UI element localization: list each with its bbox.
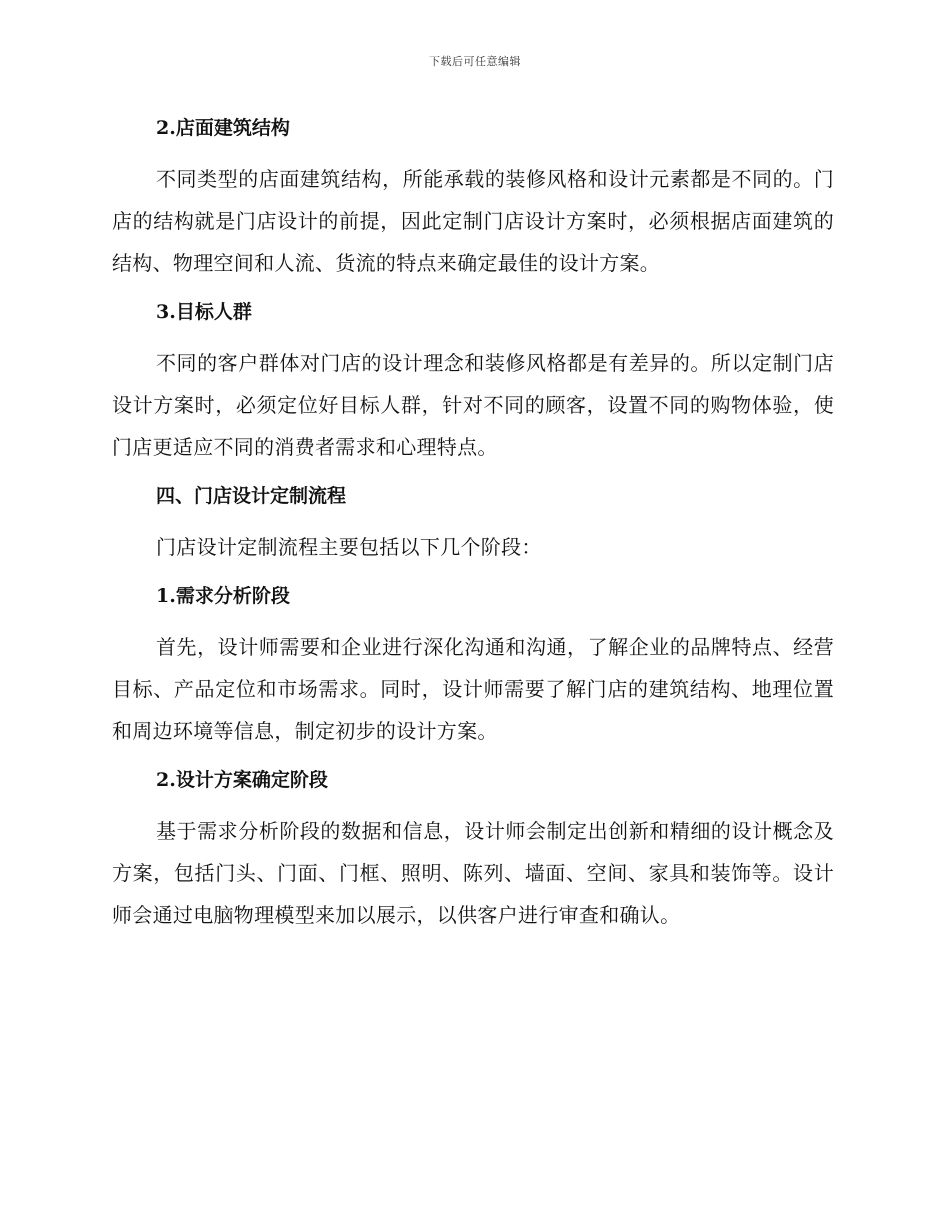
- document-body: [112, 108, 834, 936]
- section-heading-customization-process: 四、门店设计定制流程: [156, 485, 347, 507]
- section-paragraph-building-structure: 不同类型的店面建筑结构，所能承载的装修风格和设计元素都是不同的。门店的结构就是门店设计的前提，因此定制门店设计方案时，必须根据店面建筑的结构、物理空间和人流、货流的特点来确定最佳的设计方案。: [112, 167, 834, 275]
- section-heading-requirements-analysis: 1.需求分析阶段: [156, 585, 290, 607]
- section-heading-building-structure: 2.店面建筑结构: [156, 117, 290, 139]
- section-paragraph-customization-process: 门店设计定制流程主要包括以下几个阶段：: [156, 535, 542, 559]
- page-header: 下载后可任意编辑: [429, 55, 521, 68]
- section-paragraph-design-confirmation: 基于需求分析阶段的数据和信息，设计师会制定出创新和精细的设计概念及方案，包括门头、门面、门框、照明、陈列、墙面、空间、家具和装饰等。设计师会通过电脑物理模型来加以展示，以供客户进行审查和确认。: [112, 819, 834, 927]
- section-heading-design-confirmation: 2.设计方案确定阶段: [156, 769, 328, 791]
- section-paragraph-target-audience: 不同的客户群体对门店的设计理念和装修风格都是有差异的。所以定制门店设计方案时，必须定位好目标人群，针对不同的顾客，设置不同的购物体验，使门店更适应不同的消费者需求和心理特点。: [112, 351, 834, 459]
- section-paragraph-requirements-analysis: 首先，设计师需要和企业进行深化沟通和沟通，了解企业的品牌特点、经营目标、产品定位和市场需求。同时，设计师需要了解门店的建筑结构、地理位置和周边环境等信息，制定初步的设计方案。: [112, 635, 834, 743]
- section-heading-target-audience: 3.目标人群: [156, 301, 252, 323]
